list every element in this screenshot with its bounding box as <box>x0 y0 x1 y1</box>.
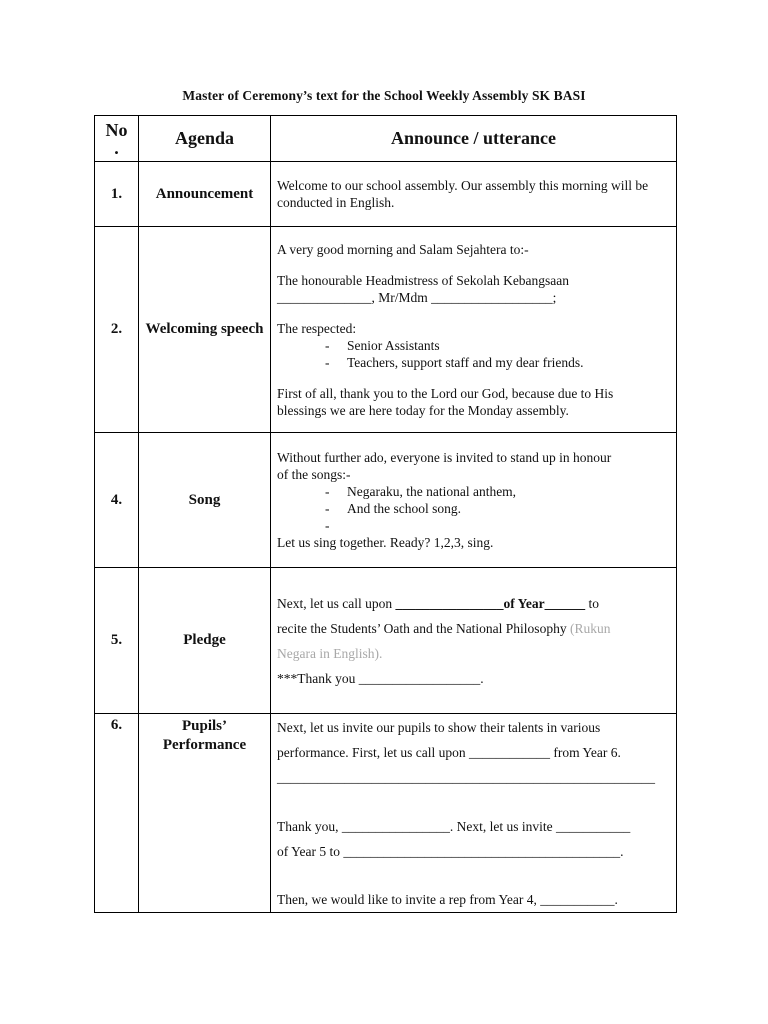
assembly-agenda-table <box>94 115 677 913</box>
header-no-line2: . <box>114 137 119 158</box>
header-no-line1: No <box>105 119 128 140</box>
pledge-line <box>277 591 670 616</box>
row-number <box>95 714 139 913</box>
agenda-cell: Song <box>139 433 271 568</box>
song-closing-line: Let us sing together. Ready? 1,2,3, sing. <box>277 535 494 550</box>
thanks-line: First of all, thank you to the Lord our God, because due to His <box>277 385 614 401</box>
song-intro-line: Without further ado, everyone is invited to stand up in honour <box>277 450 612 465</box>
honourable-blank-line: ______________, Mr/Mdm __________________; <box>277 289 557 305</box>
table-row <box>95 714 677 913</box>
table-header-row <box>95 116 677 162</box>
header-utterance: Announce / utterance <box>271 116 677 162</box>
respected-line: The respected: <box>277 320 357 336</box>
utterance-text: Welcome to our school assembly. Our assembly this morning will be conducted in English. <box>277 178 649 210</box>
list-item-text: And the school song. <box>347 501 461 516</box>
list-item: - Senior Assistants <box>325 337 440 353</box>
thanks-line: blessings we are here today for the Monday assembly. <box>277 402 569 418</box>
song-intro-line: of the songs:- <box>277 467 351 482</box>
row-number-text: 6. <box>110 717 123 733</box>
agenda-line: Pupils’ <box>181 718 227 734</box>
table-row <box>95 227 677 433</box>
row-number: 1. <box>95 162 139 227</box>
pledge-text: to <box>585 595 599 611</box>
pledge-line <box>277 616 670 641</box>
honourable-line: The honourable Headmistress of Sekolah Kebangsaan <box>277 272 570 288</box>
list-item: - Teachers, support staff and my dear friends. <box>325 354 584 370</box>
agenda-line: Performance <box>162 737 247 753</box>
agenda-cell: Announcement <box>139 162 271 227</box>
pledge-note: (Rukun <box>569 620 611 636</box>
list-item: - Negaraku, the national anthem, <box>325 484 517 499</box>
list-item-text: Negaraku, the national anthem, <box>347 484 517 499</box>
performance-line: Thank you, ________________. Next, let us invite ___________ <box>277 819 631 834</box>
header-agenda: Agenda <box>139 116 271 162</box>
table-row <box>95 162 677 227</box>
list-item-text: Teachers, support staff and my dear friends. <box>347 354 584 370</box>
performance-line: of Year 5 to _________________________________________. <box>277 844 624 859</box>
agenda-cell: Welcoming speech <box>139 227 271 433</box>
utterance-cell <box>271 714 677 913</box>
list-item: - <box>325 518 330 533</box>
pledge-thanks-line: ***Thank you __________________. <box>277 670 484 686</box>
performance-line: Then, we would like to invite a rep from Year 4, ___________. <box>277 892 618 907</box>
performance-blank-line: ________________________________________________________ <box>277 770 655 785</box>
row-number: 2. <box>95 227 139 433</box>
pledge-note: Negara in English). <box>277 645 383 661</box>
list-item: - And the school song. <box>325 501 461 516</box>
utterance-cell <box>271 162 677 227</box>
document-title: Master of Ceremony’s text for the School Weekly Assembly SK BASI <box>182 88 586 103</box>
pledge-text: Next, let us call upon <box>277 595 396 611</box>
row-number: 4. <box>95 433 139 568</box>
pledge-year-blank: ________________of Year______ <box>395 595 586 611</box>
agenda-cell: Pledge <box>139 568 271 714</box>
greeting-line: A very good morning and Salam Sejahtera to:- <box>277 241 529 257</box>
performance-line: performance. First, let us call upon ____________ from Year 6. <box>277 745 621 760</box>
table-row <box>95 433 677 568</box>
utterance-cell <box>271 227 677 433</box>
utterance-cell <box>271 568 677 714</box>
row-number: 5. <box>95 568 139 714</box>
table-row <box>95 568 677 714</box>
header-no <box>95 116 139 162</box>
performance-line: Next, let us invite our pupils to show their talents in various <box>277 720 601 735</box>
list-item-text: Senior Assistants <box>347 337 440 353</box>
utterance-cell <box>271 433 677 568</box>
agenda-cell <box>139 714 271 913</box>
pledge-text: recite the Students’ Oath and the National Philosophy <box>277 620 570 636</box>
